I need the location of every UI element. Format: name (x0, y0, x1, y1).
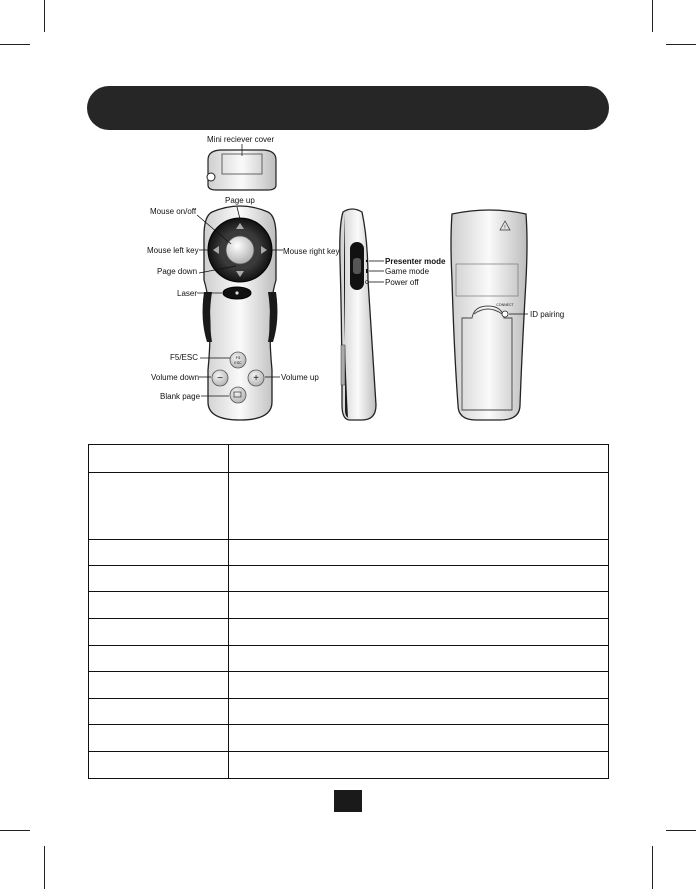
table-cell (229, 646, 609, 672)
table-row (89, 540, 609, 566)
label-mouse-on-off: Mouse on/off (150, 207, 197, 216)
label-presenter-mode: Presenter mode (385, 257, 446, 266)
label-mouse-left-key: Mouse left key (147, 246, 199, 255)
crop-mark (44, 846, 45, 889)
label-blank-page: Blank page (160, 392, 201, 401)
label-id-pairing: ID pairing (530, 310, 565, 319)
label-game-mode: Game mode (385, 267, 430, 276)
table-cell (229, 566, 609, 592)
mini-receiver-cover-view (207, 135, 276, 190)
table-cell (89, 752, 229, 779)
spec-table (88, 444, 609, 779)
esc-glyph: ESC (234, 361, 242, 365)
minus-glyph: − (217, 373, 223, 384)
table-row (89, 752, 609, 779)
device-diagram (0, 0, 696, 430)
remote-back-view (451, 210, 564, 420)
label-laser: Laser (177, 289, 198, 298)
table-cell (229, 540, 609, 566)
table-row (89, 445, 609, 473)
table-row (89, 619, 609, 646)
table-cell (89, 672, 229, 699)
label-volume-down: Volume down (151, 373, 200, 382)
table-cell (229, 619, 609, 646)
label-power-off: Power off (385, 278, 419, 287)
table-cell (89, 699, 229, 725)
table-row (89, 725, 609, 752)
table-cell (229, 445, 609, 473)
page-number-block (334, 790, 362, 812)
table-cell (229, 752, 609, 779)
label-mini-receiver-cover: Mini reciever cover (207, 135, 275, 144)
table-cell (229, 699, 609, 725)
crop-mark (666, 830, 696, 831)
table-cell (89, 540, 229, 566)
plus-glyph: + (253, 373, 259, 384)
table-row (89, 646, 609, 672)
remote-front-view (147, 196, 339, 420)
table-row (89, 592, 609, 619)
table-cell (229, 592, 609, 619)
table-cell (89, 473, 229, 540)
label-f5-esc: F5/ESC (170, 353, 199, 362)
table-cell (89, 445, 229, 473)
table-cell (89, 566, 229, 592)
label-mouse-right-key: Mouse right key (283, 247, 340, 256)
remote-side-view (340, 209, 446, 420)
table-row (89, 699, 609, 725)
table-row (89, 566, 609, 592)
table-cell (89, 619, 229, 646)
table-cell (229, 725, 609, 752)
crop-mark (0, 830, 30, 831)
label-page-down: Page down (157, 267, 198, 276)
label-volume-up: Volume up (281, 373, 319, 382)
label-page-up: Page up (225, 196, 255, 205)
f5-glyph: F5 (235, 355, 241, 360)
table-cell (229, 473, 609, 540)
crop-mark (652, 846, 653, 889)
table-cell (89, 725, 229, 752)
table-row (89, 473, 609, 540)
table-cell (89, 646, 229, 672)
svg-text:!: ! (504, 225, 506, 231)
connect-text: CONNECT (496, 303, 514, 307)
table-cell (229, 672, 609, 699)
table-row (89, 672, 609, 699)
table-cell (89, 592, 229, 619)
